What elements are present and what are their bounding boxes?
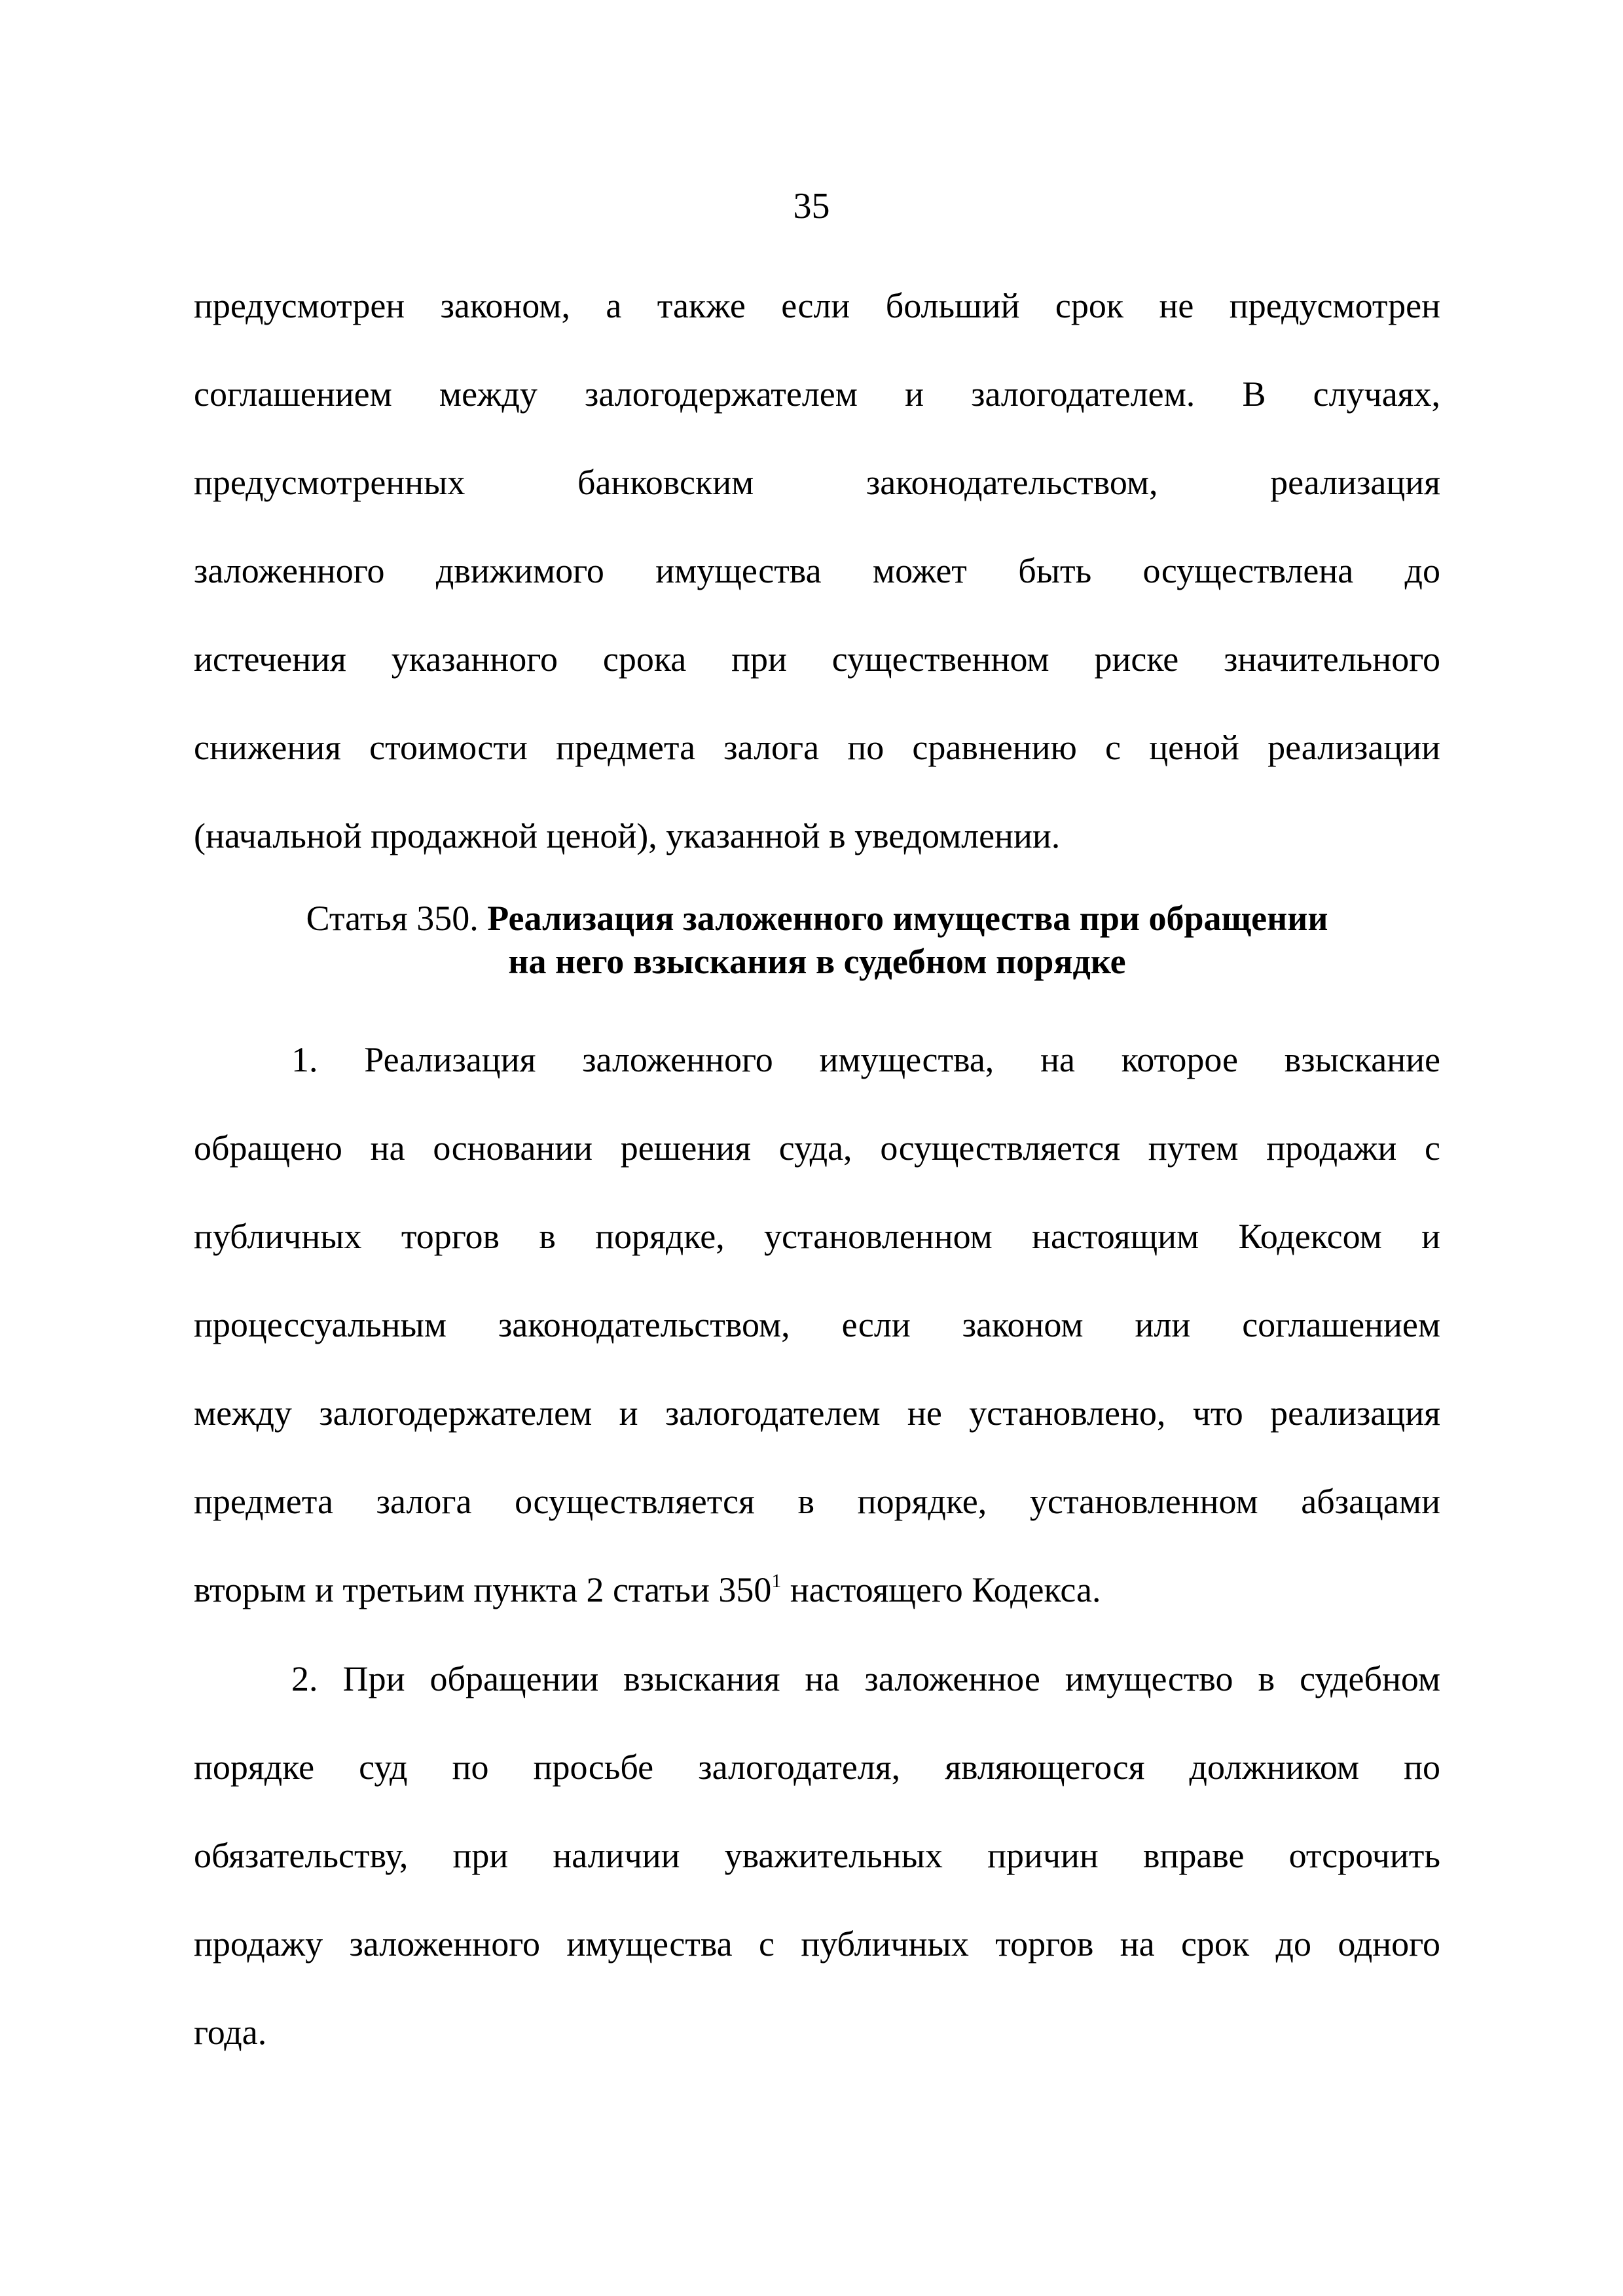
text-fragment: вторым и третьим пункта 2 статьи 350 [194,1570,772,1609]
page-number: 35 [793,186,830,226]
text-line: предмета залога осуществляется в порядке, установленном абзацами [194,1482,1440,1521]
text-line: истечения указанного срока при существенном риске значительного [194,639,1440,679]
text-line: года. [194,2013,267,2052]
text-line: предусмотренных банковским законодательством, реализация [194,463,1440,502]
text-line: (начальной продажной ценой), указанной в уведомлении. [194,816,1061,855]
article-heading-line-1 [194,897,1440,940]
paragraph-2 [194,1635,1440,2077]
text-line: заложенного движимого имущества может быть осуществлена до [194,551,1440,590]
article-superscript: 1 [771,1570,782,1592]
text-line: соглашением между залогодержателем и залогодателем. В случаях, [194,374,1440,414]
text-line: обращено на основании решения суда, осуществляется путем продажи с [194,1128,1440,1168]
text-line: предусмотрен законом, а также если больший срок не предусмотрен [194,286,1440,325]
text-line: обязательству, при наличии уважительных причин вправе отсрочить [194,1836,1440,1875]
text-line: снижения стоимости предмета залога по сравнению с ценой реализации [194,728,1440,767]
article-title-part-2: на него взыскания в судебном порядке [508,942,1126,981]
article-label: Статья 350. [306,899,479,938]
article-heading [194,897,1440,983]
text-fragment: настоящего Кодекса. [781,1570,1101,1609]
text-line: между залогодержателем и залогодателем не установлено, что реализация [194,1393,1440,1433]
text-line: порядке суд по просьбе залогодателя, являющегося должником по [194,1748,1440,1787]
text-line-with-superscript [194,1546,1440,1634]
text-line: 2. При обращении взыскания на заложенное имущество в судебном [291,1659,1440,1698]
text-line: публичных торгов в порядке, установленном настоящим Кодексом и [194,1217,1440,1256]
text-line: продажу заложенного имущества с публичных торгов на срок до одного [194,1924,1440,1964]
intro-paragraph [194,262,1440,880]
text-line: процессуальным законодательством, если законом или соглашением [194,1305,1440,1344]
text-line: 1. Реализация заложенного имущества, на которое взыскание [291,1040,1440,1079]
article-title-part-1: Реализация заложенного имущества при обращении [487,899,1328,938]
paragraph-1 [194,1016,1440,1634]
